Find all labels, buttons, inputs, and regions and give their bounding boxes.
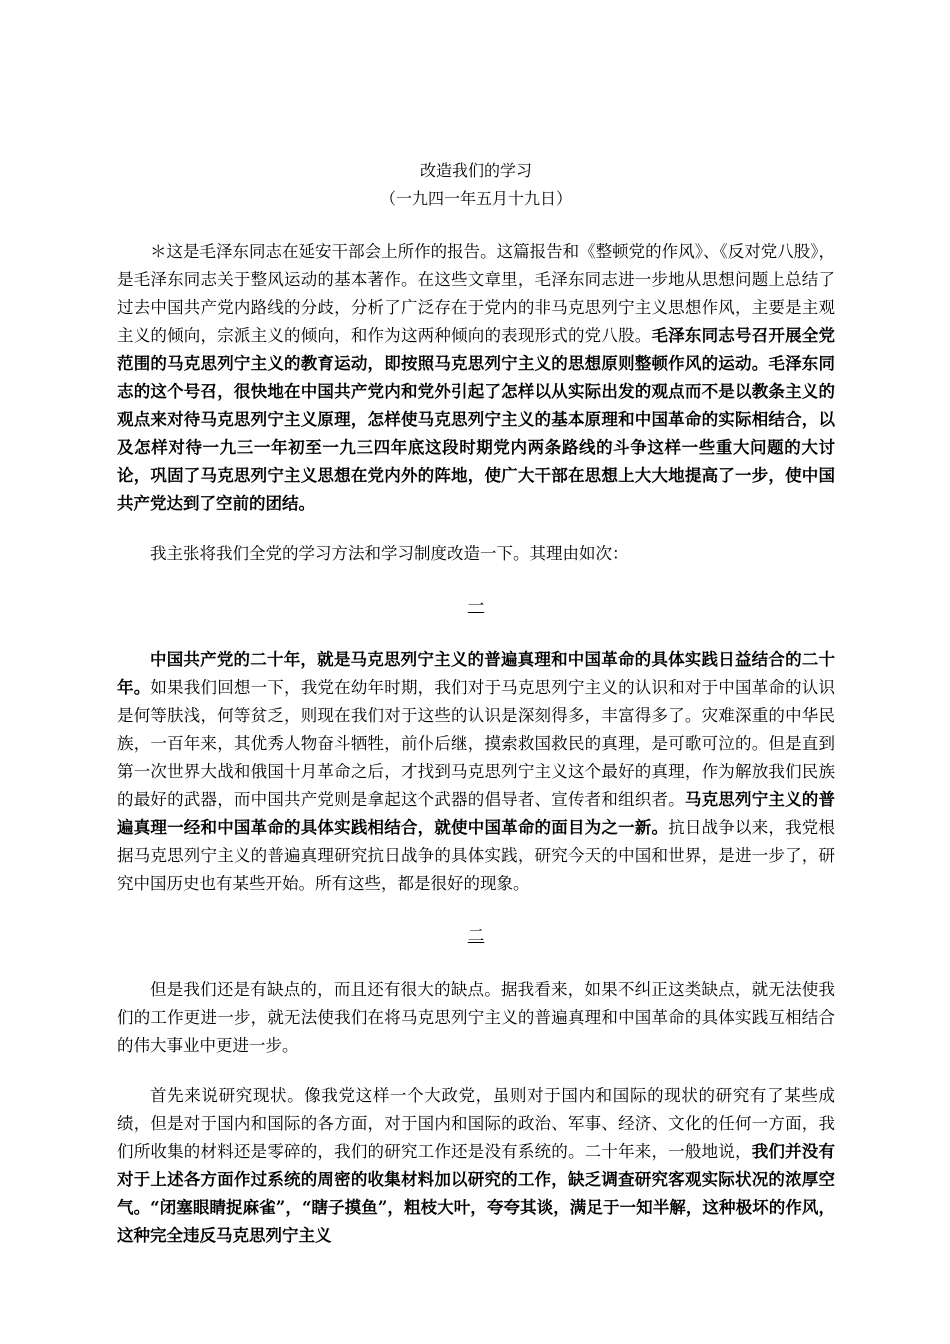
section1-text-1: 如果我们回想一下，我党在幼年时期，我们对于马克思列宁主义的认识和对于中国革命的认识是何等肤浅，何等贫乏，则现在我们对于这些的认识是深刻得多，丰富得多了。灾难深重的中华民族，一百年来，其优秀人物奋斗牺牲，前仆后继，摸索救国救民的真理，是可歌可泣的。但是直到第一次世界大战和俄国十月革命之后，才找到马克思列宁主义这个最好的真理，作为解放我们民族的最好的武器，而中国共产党则是拿起这个武器的倡导者、宣传者和组织者。 bbox=[117, 678, 836, 809]
section2-text: 首先来说研究现状。像我党这样一个大政党，虽则对于国内和国际的现状的研究有了某些成绩，但是对于国内和国际的各方面，对于国内和国际的政治、军事、经济、文化的任何一方面，我们所收集的材料还是零碎的，我们的研究工作还是没有系统的。二十年来，一般地说， bbox=[117, 1086, 835, 1161]
document-date: （一九四一年五月十九日） bbox=[379, 189, 572, 208]
section1-bold-2: 马克思列宁主义的普遍真理一经和中国革命的具体实践相结合，就使中国革命的面目为之一新。 bbox=[117, 790, 836, 837]
section-heading-2 bbox=[117, 922, 835, 950]
document-page bbox=[117, 160, 835, 1250]
section2-paragraph-2 bbox=[117, 1082, 835, 1250]
section1-text-2: 抗日战争以来，我党根据马克思列宁主义的普遍真理研究抗日战争的具体实践，研究今天的中国和世界，是进一步了，研究中国历史也有某些开始。所有这些，都是很好的现象。 bbox=[117, 818, 836, 893]
intro-paragraph: 我主张将我们全党的学习方法和学习制度改造一下。其理由如次： bbox=[150, 544, 629, 563]
section2-bold-text: 我们并没有对于上述各方面作过系统的周密的收集材料加以研究的工作，缺乏调查研究客观实际状况的浓厚空气。“闭塞眼睛捉麻雀”，“瞎子摸鱼”，粗枝大叶，夸夸其谈，满足于一知半解，这种极坏的作风，这种完全违反马克思列宁主义 bbox=[117, 1142, 836, 1245]
note-text: ＊这是毛泽东同志在延安干部会上所作的报告。这篇报告和《整顿党的作风》、《反对党八股》，是毛泽东同志关于整风运动的基本著作。在这些文章里，毛泽东同志进一步地从思想问题上总结了过去中国共产党内路线的分歧，分析了广泛存在于党内的非马克思列宁主义思想作风，主要是主观主义的倾向，宗派主义的倾向，和作为这两种倾向的表现形式的党八股。 bbox=[117, 242, 835, 345]
section-heading-1 bbox=[117, 592, 835, 620]
note-bold-text: 毛泽东同志号召开展全党范围的马克思列宁主义的教育运动，即按照马克思列宁主义的思想原则整顿作风的运动。毛泽东同志的这个号召，很快地在中国共产党内和党外引起了怎样以从实际出发的观点而不是以教条主义的观点来对待马克思列宁主义原理，怎样使马克思列宁主义的基本原理和中国革命的实际相结合，以及怎样对待一九三一年初至一九三四年底这段时期党内两条路线的斗争这样一些重大问题的大讨论，巩固了马克思列宁主义思想在党内外的阵地，使广大干部在思想上大大地提高了一步，使中国共产党达到了空前的团结。 bbox=[117, 326, 836, 513]
section2-paragraph-1: 但是我们还是有缺点的，而且还有很大的缺点。据我看来，如果不纠正这类缺点，就无法使我们的工作更进一步，就无法使我们在将马克思列宁主义的普遍真理和中国革命的具体实践互相结合的伟大事业中更进一步。 bbox=[117, 980, 835, 1055]
section1-paragraph bbox=[117, 646, 835, 898]
section-number: 一 bbox=[467, 596, 485, 615]
section-number: 二 bbox=[467, 926, 485, 945]
editor-note-paragraph bbox=[117, 238, 835, 518]
document-title: 改造我们的学习 bbox=[419, 161, 532, 180]
section1-bold-1: 中国共产党的二十年，就是马克思列宁主义的普遍真理和中国革命的具体实践日益结合的二十年。 bbox=[117, 650, 835, 697]
